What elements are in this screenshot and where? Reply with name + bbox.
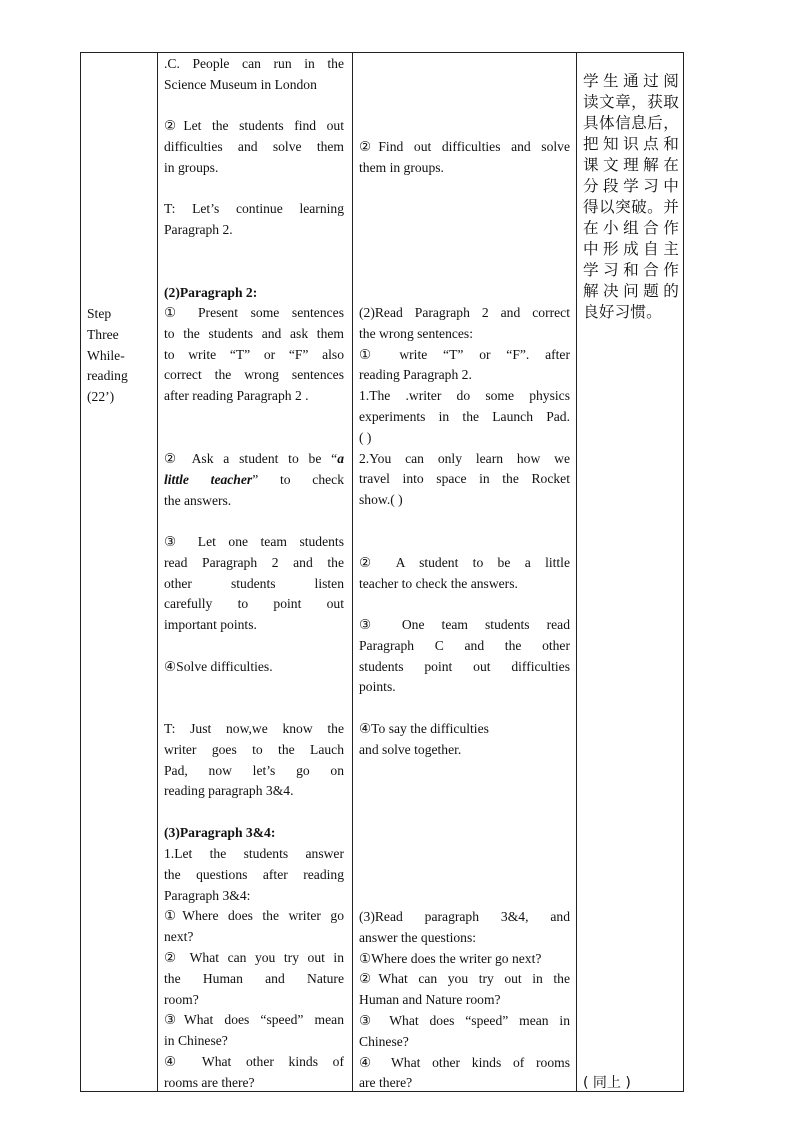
student-activity-column [353, 52, 576, 1092]
purpose-line: 具体信息后， [583, 114, 679, 132]
design-purpose-column [577, 52, 684, 1092]
purpose-line: 学习和合作 [583, 261, 679, 279]
text-line: carefully to point out [164, 596, 344, 612]
text-line: ②What can you try out in the [359, 971, 570, 987]
step-line: Step [87, 306, 112, 321]
text-line: after reading Paragraph 2 . [164, 388, 309, 404]
text-block [359, 137, 570, 179]
text-line: 2.You can only learn how we [359, 450, 570, 466]
step-column [81, 52, 157, 1092]
text-line: and solve together. [359, 741, 462, 757]
text-line: teacher to check the answers. [359, 575, 518, 591]
purpose-line: 得以突破。并 [583, 198, 679, 216]
text-line: answer the questions: [359, 929, 477, 945]
text-line: Paragraph 2. [164, 221, 233, 237]
text-line: 1.Let the students answer [164, 846, 344, 861]
text-line: ③What does “speed” mean [164, 1012, 344, 1028]
text-block [359, 553, 570, 595]
text-line: (3)Read paragraph 3&4, and [359, 909, 570, 924]
purpose-line: 分段学习中 [583, 177, 679, 195]
purpose-line: 读文章，获取 [583, 93, 679, 111]
text-line: ③ One team students read [359, 617, 570, 632]
text-line: ③ Let one team students [164, 534, 344, 549]
text-line: ④ What other kinds of [164, 1053, 344, 1069]
text-block [359, 719, 570, 761]
purpose-line: 把知识点和 [583, 135, 679, 153]
text-line: ④To say the difficulties [359, 721, 489, 736]
text-block [164, 657, 344, 678]
text-line: ①Where does the writer go next? [359, 950, 542, 966]
text-block [359, 907, 570, 1094]
text-line: Paragraph C and the other [359, 637, 570, 653]
text-line: in Chinese? [164, 1033, 228, 1049]
text-block [164, 303, 344, 407]
text-block [164, 54, 344, 96]
text-line: 1.The .writer do some physics [359, 388, 570, 404]
purpose-line: 课文理解在 [583, 156, 679, 174]
text-line: ①Where does the writer go [164, 908, 344, 924]
text-line: T: Let’s continue learning [164, 201, 344, 216]
text-line: Science Museum in London [164, 76, 317, 92]
text-line: ④ What other kinds of rooms [359, 1054, 570, 1070]
step-line: reading [87, 368, 128, 384]
text-line: Pad, now let’s go on [164, 762, 344, 778]
text-line: the questions after reading [164, 866, 344, 882]
text-line: important points. [164, 617, 257, 633]
text-line: difficulties and solve them [164, 138, 344, 154]
text-block [164, 199, 344, 241]
text-block [359, 615, 570, 698]
text-line: ②Let the students find out [164, 118, 344, 133]
text-block [359, 303, 570, 511]
text-block [164, 844, 344, 1094]
text-line: ③ What does “speed” mean in [359, 1012, 570, 1028]
text-line: writer goes to the Lauch [164, 741, 344, 757]
text-line: Human and Nature room? [359, 992, 501, 1008]
teacher-activity-column [158, 52, 352, 1092]
text-line: show.( ) [359, 492, 403, 508]
purpose-line: 在小组合作 [583, 219, 679, 237]
text-line: room? [164, 991, 199, 1007]
text-line: ① Present some sentences [164, 305, 344, 320]
purpose-line: 解决问题的 [583, 282, 679, 300]
text-line: (2)Read Paragraph 2 and correct [359, 305, 570, 320]
same-as-above-note: ( 同上 ) [583, 1075, 631, 1091]
text-line: students point out difficulties [359, 658, 570, 674]
text-line: the Human and Nature [164, 970, 344, 986]
text-line: ( ) [359, 429, 372, 445]
text-line: to the students and ask them [164, 325, 344, 341]
purpose-text [583, 71, 679, 323]
text-line: Paragraph 3&4: [164, 887, 251, 903]
text-block [164, 116, 344, 178]
step-line: (22’) [87, 389, 115, 405]
text-line: read Paragraph 2 and the [164, 554, 344, 570]
text-line: ④Solve difficulties. [164, 659, 273, 674]
step-label [87, 304, 153, 408]
step-line: While- [87, 347, 125, 363]
purpose-line: 中形成自主 [583, 240, 679, 258]
text-line: to write “T” or “F” also [164, 346, 344, 362]
text-block [164, 719, 344, 802]
text-line: Chinese? [359, 1033, 409, 1049]
section-heading: (3)Paragraph 3&4: [164, 825, 276, 840]
text-line: reading Paragraph 2. [359, 367, 472, 383]
text-line: reading paragraph 3&4. [164, 783, 294, 799]
text-line: points. [359, 679, 396, 695]
text-line: correct the wrong sentences [164, 367, 344, 383]
text-line: ② A student to be a little [359, 555, 570, 570]
text-line: rooms are there? [164, 1074, 255, 1090]
text-line: ① write “T” or “F”. after [359, 346, 570, 362]
text-line: the wrong sentences: [359, 325, 474, 341]
step-line: Three [87, 326, 119, 342]
text-block: ② Ask a student to be “a little teacher” to check the answers. [164, 451, 344, 508]
text-line: next? [164, 929, 194, 945]
text-line: experiments in the Launch Pad. [359, 408, 570, 424]
purpose-line: 学生通过阅 [583, 72, 679, 90]
text-block [164, 532, 344, 636]
text-line: them in groups. [359, 159, 444, 175]
section-heading: (2)Paragraph 2: [164, 285, 258, 300]
text-line: in groups. [164, 159, 219, 175]
text-line: T: Just now,we know the [164, 721, 344, 736]
purpose-line: 良好习惯。 [583, 303, 662, 321]
text-line: ②Find out difficulties and solve [359, 139, 570, 154]
text-line: are there? [359, 1075, 413, 1091]
text-line: travel into space in the Rocket [359, 471, 570, 487]
text-line: .C. People can run in the [164, 56, 344, 71]
text-line: ② What can you try out in [164, 949, 344, 965]
text-line: other students listen [164, 575, 344, 591]
